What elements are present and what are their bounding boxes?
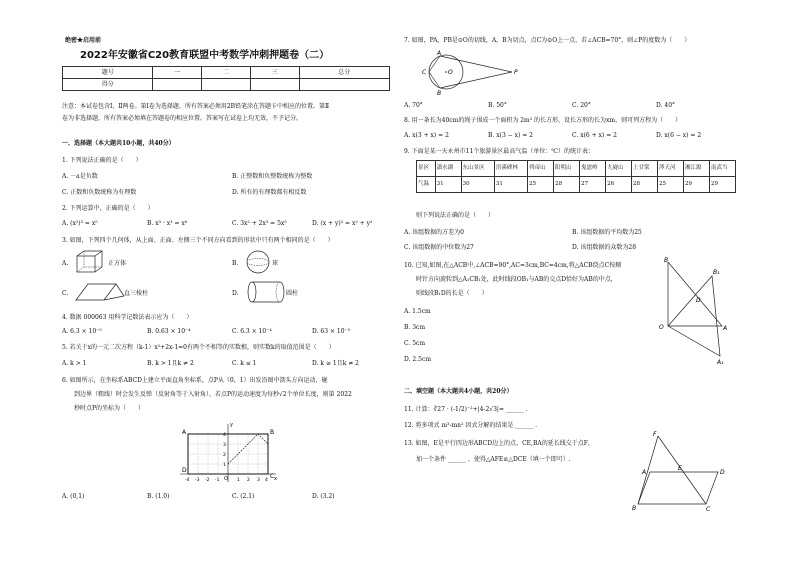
option-b[interactable]: B. 正整数和负整数统称为整数 (232, 173, 313, 180)
fig-label-a: A (437, 50, 442, 57)
table-cell: 31 (494, 177, 527, 193)
fig-label-x: x (274, 476, 277, 482)
option-d[interactable]: D. k ≥ 1且k ≠ 2 (312, 360, 360, 367)
secret-label: 绝密★启用前 (65, 37, 102, 44)
option-d[interactable]: D. 该组数据的众数为28 (572, 244, 637, 251)
question-stem: 到边界（粗线）时会发生反弹（反射角等于入射角），若点P的运动速度为每秒√2个单位长度，则第 2022 (74, 391, 352, 398)
question-stem: 6. 如图所示，在坐标系ABCD上建立平面直角坐标系，点P从（0，1）出发沿图中箭头方向运动，碰 (62, 377, 328, 384)
option-d[interactable]: D. (3.2) (312, 493, 335, 500)
option-c[interactable]: C. 5cm (404, 340, 426, 347)
table-cell: 25 (528, 177, 554, 193)
table-header-cell: 湘江源 (683, 161, 709, 177)
option-b[interactable]: B. x(3 − x) = 2 (488, 132, 533, 139)
figure-label: 球 (272, 260, 279, 267)
option-d[interactable]: D. 63 × 10⁻⁵ (312, 328, 351, 335)
option-d[interactable]: D. (232, 290, 239, 297)
fig-label-b: B (664, 257, 669, 264)
y-tick-label: 3 (223, 443, 226, 448)
option-b[interactable]: B. k > 1且k ≠ 2 (147, 360, 194, 367)
option-c[interactable]: C. (62, 290, 69, 297)
table-cell: 25 (658, 177, 684, 193)
fig-label-f: F (653, 431, 657, 438)
fig-label-b: B (270, 429, 275, 436)
option-b[interactable]: B. 该组数据的平均数为25 (572, 229, 642, 236)
option-a[interactable]: A. x(3 + x) = 2 (404, 132, 449, 139)
score-blank-cell (250, 79, 299, 91)
question-stem: 4. 数据 000063 用科学记数法表示应为（ ） (62, 314, 193, 321)
table-header-cell: 九嶷山 (606, 161, 632, 177)
figure-label: 圆柱 (286, 290, 299, 297)
option-b[interactable]: B. (1.0) (147, 493, 170, 500)
question-stem: 10. 已知,如图,在△ACB中,∠ACB=90°,AC=3cm,BC=4cm,将△ACB绕点C按顺 (404, 262, 622, 269)
fig-label-a: A (642, 469, 647, 476)
option-a[interactable]: A. (62, 260, 69, 267)
fig-label-p: P (514, 69, 518, 76)
fig-label-d: D (182, 467, 187, 474)
option-d[interactable]: D. 40° (656, 102, 676, 109)
question-stem: 秒时点P的坐标为（ ） (74, 405, 145, 412)
figure-label: 直三棱柱 (124, 290, 149, 297)
table-row (417, 161, 736, 177)
table-header-cell: 上甘棠 (632, 161, 658, 177)
fig-label-o: O (448, 69, 453, 76)
question-stem: 8. 用一条长为40cm的绳子围成一个面积为 2m² 的长方形，设长方形的长为xm，则可列方程为（ ） (404, 117, 682, 124)
table-cell: 26 (606, 177, 632, 193)
score-header-cell: 一 (153, 67, 202, 79)
section-title: 一、选择题（本大题共10小题，共40分） (62, 140, 175, 147)
option-c[interactable]: C. 正数和负数统称为有理数 (62, 189, 137, 196)
score-blank-cell (153, 79, 202, 91)
table-header-cell: 潇水湖 (435, 161, 461, 177)
option-a[interactable]: A. (0,1) (62, 493, 85, 500)
fig-label-c: C (422, 69, 427, 76)
score-header-cell: 题号 (63, 67, 153, 79)
notice-line: 注意：本试卷包含Ⅰ、Ⅱ两卷。第Ⅰ卷为选择题，所有答案必须用2B铅笔涂在答题卡中相应的位置。第Ⅱ (62, 103, 330, 110)
option-c[interactable]: C. 6.3 × 10⁻⁴ (232, 328, 272, 335)
parallelogram-figure (630, 432, 726, 512)
fig-label-d: D (696, 297, 701, 304)
score-header-cell: 总分 (299, 67, 389, 79)
table-header-cell: 东山景区 (461, 161, 494, 177)
option-a[interactable]: A. －a是负数 (62, 173, 98, 180)
question-stem: 2. 下列运算中，正确的是（ ） (62, 205, 154, 212)
question-stem: 7. 如图，PA，PB是⊙O的切线，A，B为切点，点C为⊙O上一点，若∠ACB=70°，则∠P的度数为（ ） (404, 37, 691, 44)
cube-figure (76, 250, 106, 274)
option-a[interactable]: A. 该组数据的方差为0 (404, 229, 464, 236)
question-stem: 12. 将多项式 m³-mn² 因式分解的结果是 ______ . (404, 422, 538, 429)
question-stem: 1. 下列说法正确的是（ ） (62, 157, 142, 164)
table-header-cell: 鬼崽岭 (580, 161, 606, 177)
y-tick-label: 2 (223, 453, 226, 458)
x-tick-label: -4 (185, 478, 190, 483)
notice-line: 卷为非选择题，所有答案必须填在答题卷的相应位置。答案写在试卷上均无效，不予记分。 (62, 115, 303, 122)
fig-label-o: O (659, 324, 664, 331)
table-cell: 31 (435, 177, 461, 193)
temperature-table (416, 160, 736, 193)
option-c[interactable]: C. 20° (572, 102, 591, 109)
option-c[interactable]: C. 3x² + 2x³ = 5x⁵ (232, 220, 287, 227)
fig-label-e: E (678, 465, 682, 472)
fig-label-y: y (230, 422, 233, 428)
y-tick-label: 4 (223, 433, 226, 438)
sphere-figure (246, 250, 270, 274)
exam-title: 2022年安徽省C20教育联盟中考数学冲刺押题卷（二） (80, 50, 330, 61)
fig-label-b1: B₁ (713, 269, 720, 276)
coordinate-grid-figure (170, 420, 280, 486)
table-cell: 27 (580, 177, 606, 193)
table-header-cell: 浯溪碑林 (494, 161, 527, 177)
fig-label-d: D (720, 469, 725, 476)
x-tick-label: 3 (257, 478, 260, 483)
table-cell: 28 (554, 177, 580, 193)
option-d[interactable]: D. 所有的有理数都有相反数 (232, 189, 307, 196)
question-stem: 则线段B₁D的长是（ ） (416, 290, 488, 297)
option-b[interactable]: B. 50° (488, 102, 507, 109)
x-tick-label: 2 (247, 478, 250, 483)
prism-figure (74, 282, 126, 302)
question-stem: 3. 如图，下列四个几何体，从上面、正面、左侧三个不同方向看到的形状中只有两个相同的是（ ） (62, 237, 334, 244)
fig-label-a: A (182, 429, 187, 436)
option-b[interactable]: B. 0.63 × 10⁻⁴ (147, 328, 191, 335)
score-label-cell: 得分 (63, 79, 153, 91)
table-row (417, 177, 736, 193)
question-stem: 时针方向旋转到△A₁CB₁处，此时线段OB₁与AB的交点D恰好为AB的中点， (416, 276, 617, 283)
option-b[interactable]: B. 3cm (404, 324, 426, 331)
option-d[interactable]: D. x(6 − x) = 2 (656, 132, 702, 139)
fig-label-a: A (723, 325, 728, 332)
option-c[interactable]: C. 该组数据的中位数为27 (404, 244, 474, 251)
option-c[interactable]: C. x(6 + x) = 2 (572, 132, 617, 139)
fig-label-b: B (437, 90, 442, 97)
option-c[interactable]: C. (2.1) (232, 493, 255, 500)
fig-label-o: O (224, 476, 228, 482)
table-cell: 气温 (417, 177, 436, 193)
score-blank-cell (202, 79, 251, 91)
question-stem: 9. 下面是某一天永州市11个旅游景区最高气温（单位：℃）的统计表： (404, 148, 594, 155)
score-header-cell: 三 (250, 67, 299, 79)
option-a[interactable]: A. (x²)³ = x⁵ (62, 220, 98, 227)
table-cell: 30 (461, 177, 494, 193)
fig-label-a1: A₁ (717, 359, 724, 366)
table-cell: 29 (709, 177, 735, 193)
table-cell: 29 (683, 177, 709, 193)
x-tick-label: -3 (195, 478, 200, 483)
section-title: 二、填空题（本大题共4小题，共20分） (404, 388, 513, 395)
option-d[interactable]: D. 2.5cm (404, 356, 432, 363)
rotation-triangle-figure (656, 256, 732, 368)
option-d[interactable]: D. (x + y)² = x² + y² (312, 220, 373, 227)
score-table (62, 66, 390, 91)
option-a[interactable]: A. 70° (404, 102, 423, 109)
y-tick-label: 1 (223, 463, 226, 468)
table-header-cell: 景区 (417, 161, 436, 177)
table-header-cell: 舜帝山 (528, 161, 554, 177)
option-b[interactable]: B. (232, 260, 239, 267)
option-a[interactable]: A. 6.3 × 10⁻⁵ (62, 328, 102, 335)
x-tick-label: -2 (205, 478, 210, 483)
score-header-cell: 二 (202, 67, 251, 79)
question-stem: 13. 如图，E是平行四边形ABCD边上的点，CE,BA的延长线交于点F， (404, 440, 594, 447)
question-stem: 11. 计算：∛27 · (-1/2)⁻²+|4-2√3|= ______ . (404, 406, 528, 413)
x-tick-label: 4 (265, 478, 268, 483)
score-blank-cell (299, 79, 389, 91)
tangent-circle-figure (420, 50, 520, 96)
question-stem: 则下列说法正确的是（ ） (416, 212, 495, 219)
option-a[interactable]: A. k > 1 (62, 360, 87, 367)
figure-label: 正方体 (108, 260, 127, 267)
fig-label-c: C (706, 506, 711, 513)
question-stem: 5. 若关于x的一元二次方程（k-1）x²+2x-1=0有两个不相等的实数根，则实数k的取值范围是（ ） (62, 344, 335, 351)
table-header-cell: 涔天河 (658, 161, 684, 177)
fig-label-b: B (632, 505, 637, 512)
option-a[interactable]: A. 1.5cm (404, 308, 431, 315)
fig-label-c: C (270, 473, 275, 480)
table-header-cell: 阳明山 (554, 161, 580, 177)
cylinder-figure (246, 280, 286, 304)
table-cell: 28 (632, 177, 658, 193)
x-tick-label: -1 (215, 478, 220, 483)
question-stem: 加一个条件 ______ ，使得△AFE≌△DCE（填一个即可）. (416, 456, 571, 463)
option-b[interactable]: B. x³ · x³ = x⁶ (147, 220, 188, 227)
x-tick-label: 1 (237, 478, 240, 483)
option-c[interactable]: C. k ≤ 1 (232, 360, 257, 367)
table-header-cell: 南武当 (709, 161, 735, 177)
